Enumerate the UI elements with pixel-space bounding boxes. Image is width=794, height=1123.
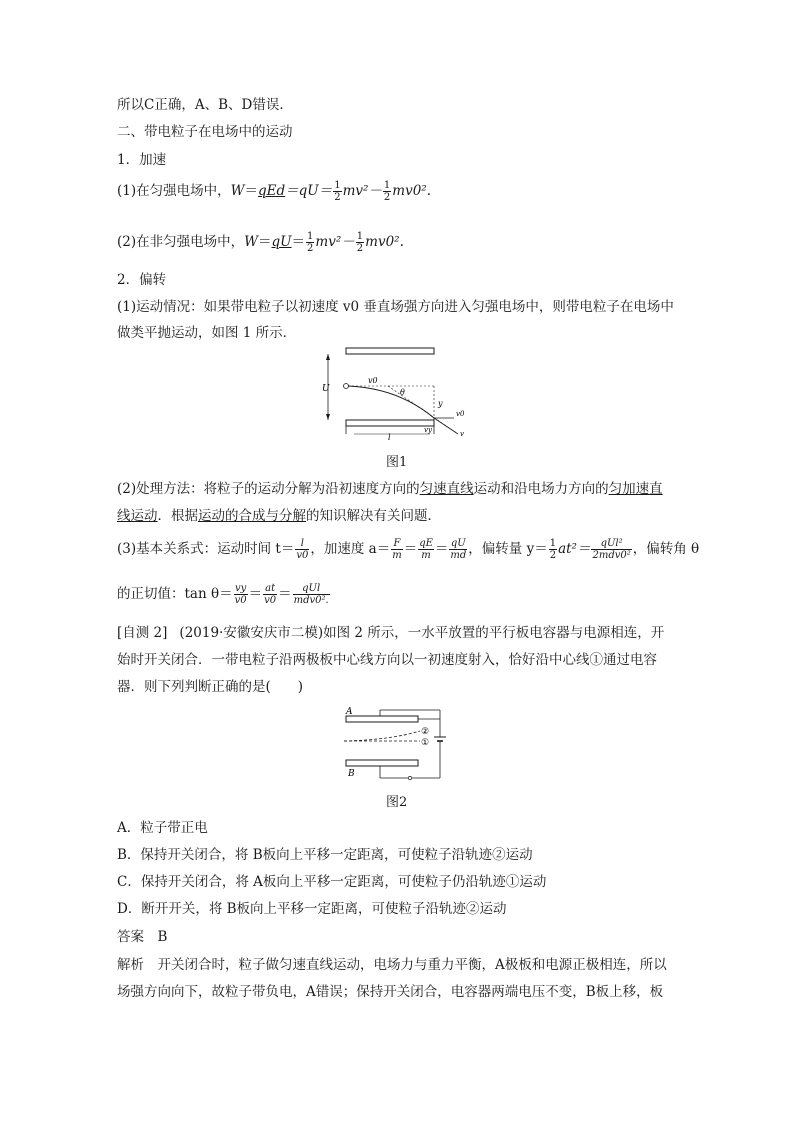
numerator: qUl²	[591, 538, 631, 550]
figure-1-diagram	[318, 342, 478, 442]
denominator: v0	[264, 595, 277, 606]
answer-line: 答案 B	[117, 929, 168, 945]
denominator: v0	[234, 595, 247, 606]
numerator: l	[295, 538, 309, 550]
numerator: qUl	[293, 583, 330, 595]
formula-uniform-field	[117, 180, 431, 203]
numerator: 1	[549, 538, 557, 549]
text-underline: 运动的合成与分解	[198, 508, 306, 524]
text-motion-2: 做类平抛运动，如图 1 所示．	[117, 325, 297, 341]
fraction-half-2	[356, 231, 364, 254]
formula-nonuniform-field	[117, 231, 404, 254]
text-seg: ，偏转角 θ	[632, 541, 700, 557]
numerator: qU	[450, 538, 466, 549]
text-seg: ．根据	[157, 508, 198, 524]
text-seg: (2)处理方法：将粒子的运动分解为沿初速度方向的	[117, 481, 420, 497]
label-2: ②	[421, 727, 430, 737]
subsection-deflect: 2．偏转	[117, 272, 167, 288]
denominator: m	[421, 550, 431, 561]
label-vx: v0	[456, 410, 465, 418]
denominator: 2	[549, 550, 557, 561]
label-A: A	[346, 707, 353, 717]
fraction-y	[591, 538, 631, 561]
section-heading: 二、带电粒子在电场中的运动	[117, 124, 293, 140]
label-l: l	[388, 433, 391, 442]
question-line-2: 始时开关闭合．一带电粒子沿两极板中心线方向以一初速度射入，恰好沿中心线①通过电容	[117, 652, 657, 668]
text-method-1	[117, 480, 663, 498]
var-w: W	[244, 234, 259, 250]
label-text: (1)在匀强电场中，	[117, 183, 231, 199]
figure-2-caption: 图2	[386, 795, 408, 810]
figure-2-diagram	[340, 704, 452, 784]
denominator: 2	[307, 243, 314, 254]
term-mv2: mv²－	[342, 183, 382, 199]
eq-sign-2: ＝	[291, 234, 306, 250]
numerator: vy	[234, 583, 247, 594]
text-seg: 的知识解决有关问题．	[306, 508, 441, 524]
option-d: D．断开开关，将 B板向上平移一定距离，可使粒子沿轨迹②运动	[117, 901, 507, 917]
term-mv02: mv0².	[392, 183, 432, 199]
denominator: md	[450, 550, 467, 561]
label-y: y	[438, 399, 443, 408]
label-v: v	[460, 430, 464, 438]
analysis-line-1: 解析 开关闭合时，粒子做匀速直线运动，电场力与重力平衡，A极板和电源正极相连，所以	[117, 957, 667, 973]
switch	[408, 776, 411, 779]
var-w: W	[230, 183, 245, 199]
text-underline: 匀加速直	[608, 481, 663, 497]
option-b: B．保持开关闭合，将 B板向上平移一定距离，可使粒子沿轨迹②运动	[117, 847, 533, 863]
trajectory-2	[344, 731, 420, 741]
denominator: m	[392, 550, 402, 561]
text-seg: (3)基本关系式：运动时间 t＝	[117, 541, 295, 557]
term-qU: qU	[271, 234, 292, 250]
fraction-half	[549, 538, 557, 561]
denominator: v0	[296, 550, 309, 561]
numerator: at	[263, 583, 277, 595]
term-at2: at²＝	[558, 541, 591, 557]
text-seg: ，加速度 a＝	[310, 541, 391, 557]
analysis-line-2: 场强方向向下，故粒子带负电，A错误；保持开关闭合，电容器两端电压不变，B板上移，板	[117, 984, 664, 1000]
text-seg: 运动和沿电场力方向的	[473, 481, 609, 497]
fraction-half-2	[383, 180, 391, 203]
fraction-a3	[449, 538, 467, 561]
denominator: mdv0².	[293, 595, 329, 606]
question-line-3: 器．则下列判断正确的是( )	[117, 679, 304, 695]
subsection-accelerate: 1．加速	[117, 152, 167, 168]
term-mv02: mv0².	[365, 234, 404, 250]
fraction-tan3	[293, 583, 330, 606]
upper-plate	[346, 348, 434, 354]
numerator: 1	[383, 180, 391, 191]
label-theta: θ	[400, 388, 405, 397]
label-text: (2)在非匀强电场中，	[117, 234, 245, 250]
formula-basic-relations: (3)基本关系式：运动时间 t＝ $\frac{l}{v0}$ ，加速度 a＝ $\frac{F}{m}$ ＝ $\frac{qE}{m}$ ＝ $\frac{qU}{md}$ ，偏转量 y＝ $\frac{1}{2}$ at²＝ $\frac{\text{qUl²}}{\text{2mdv0²}}$ ，偏转角 θ	[117, 538, 700, 561]
text-line-conclusion: 所以C正确，A、B、D错误．	[117, 97, 293, 113]
fraction-tan2	[263, 583, 277, 606]
plate-A	[346, 716, 418, 722]
text-method-2	[117, 507, 441, 525]
text-seg: (2019·安徽安庆市二模)如图 2 所示，一水平放置的平行板电容器与电源相连，开	[179, 625, 665, 641]
numerator: qE	[419, 538, 433, 549]
lower-plate	[346, 420, 434, 426]
label-U: U	[322, 384, 330, 394]
question-tag: [自测 2]	[117, 625, 168, 641]
denominator: 2mdv0²	[592, 550, 631, 561]
fraction-tan1	[234, 583, 248, 606]
term-mv2: mv²－	[315, 234, 355, 250]
numerator: 1	[307, 231, 314, 242]
text-seg: 的正切值：tan θ＝	[117, 586, 233, 602]
numerator: 1	[356, 231, 364, 242]
text-motion-1: (1)运动情况：如果带电粒子以初速度 v0 垂直场强方向进入匀强电场中，则带电粒子在电场中	[117, 299, 674, 315]
plate-B	[346, 760, 418, 766]
text-underline: 匀速直线	[419, 481, 474, 497]
denominator: 2	[383, 192, 391, 203]
fraction-a1	[391, 538, 402, 561]
fraction-half	[333, 180, 341, 203]
term-qEd: qEd	[258, 183, 286, 199]
fraction-a2	[418, 538, 434, 561]
eq-sign: ＝	[244, 183, 259, 199]
label-vy: vy	[424, 426, 432, 434]
term-qU: ＝qU＝	[285, 183, 333, 199]
label-B: B	[348, 769, 355, 779]
label-v0: v0	[368, 376, 378, 385]
formula-tangent: 的正切值：tan θ＝ $\frac{vy}{v0}$ ＝ $\frac{at}{v0}$ ＝ $\frac{\text{qUl}}{\text{mdv0².}}$	[117, 583, 329, 606]
particle	[344, 384, 349, 389]
trajectory	[348, 386, 434, 418]
numerator: F	[391, 538, 402, 550]
text-underline: 线运动	[117, 508, 158, 524]
fraction-t	[295, 538, 309, 561]
fraction-half	[306, 231, 314, 254]
figure-1-caption: 图1	[386, 455, 408, 470]
denominator: 2	[334, 192, 341, 203]
question-line-1	[117, 624, 664, 642]
label-1: ①	[421, 738, 430, 748]
numerator: 1	[334, 180, 341, 191]
eq-sign: ＝	[258, 234, 272, 250]
option-c: C．保持开关闭合，将 A板向上平移一定距离，可使粒子仍沿轨迹①运动	[117, 874, 547, 890]
text-seg: ，偏转量 y＝	[468, 541, 548, 557]
option-a: A．粒子带正电	[117, 820, 208, 836]
denominator: 2	[356, 243, 364, 254]
